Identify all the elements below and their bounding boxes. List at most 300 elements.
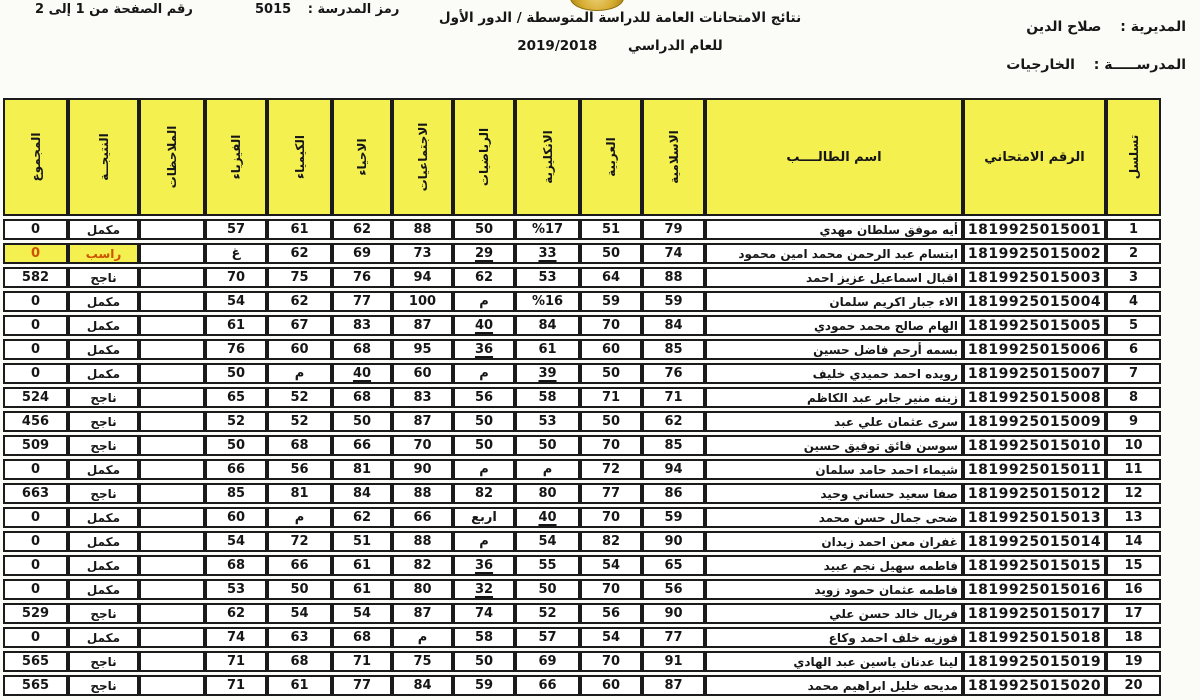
cell-exam_no: 1819925015016 xyxy=(963,579,1106,600)
cell-serial: 3 xyxy=(1106,267,1161,288)
cell-serial: 2 xyxy=(1106,243,1161,264)
cell-biology: 66 xyxy=(332,435,392,456)
cell-exam_no: 1819925015013 xyxy=(963,507,1106,528)
directorate-label: المديرية : xyxy=(1120,19,1186,35)
cell-math: 82 xyxy=(453,483,515,504)
directorate-line xyxy=(1006,20,1186,34)
cell-serial: 20 xyxy=(1106,675,1161,696)
cell-islamic: 91 xyxy=(642,651,705,672)
school-line xyxy=(1006,58,1186,72)
cell-english: 84 xyxy=(515,315,580,336)
cell-arabic: 60 xyxy=(580,675,642,696)
cell-english: 50 xyxy=(515,579,580,600)
table-row xyxy=(3,267,1161,288)
cell-islamic: 71 xyxy=(642,387,705,408)
cell-name: لينا عدنان ياسين عبد الهادي xyxy=(705,651,963,672)
cell-social: 70 xyxy=(392,435,453,456)
cell-chemistry: 68 xyxy=(267,651,332,672)
school-code-value: 5015 xyxy=(255,2,292,17)
cell-arabic: 77 xyxy=(580,483,642,504)
cell-biology: 68 xyxy=(332,387,392,408)
cell-total: 0 xyxy=(3,507,68,528)
column-header-label: النتيجــة xyxy=(96,133,111,181)
cell-serial: 7 xyxy=(1106,363,1161,384)
cell-exam_no: 1819925015017 xyxy=(963,603,1106,624)
cell-math: 50 xyxy=(453,411,515,432)
cell-result: مكمل xyxy=(68,507,139,528)
cell-islamic: 90 xyxy=(642,603,705,624)
cell-biology: 71 xyxy=(332,651,392,672)
table-row xyxy=(3,675,1161,696)
cell-result: مكمل xyxy=(68,459,139,480)
cell-biology: 62 xyxy=(332,219,392,240)
cell-chemistry: 72 xyxy=(267,531,332,552)
cell-social: 95 xyxy=(392,339,453,360)
cell-biology: 50 xyxy=(332,411,392,432)
column-header-label: الاحياء xyxy=(355,138,369,176)
table-row xyxy=(3,531,1161,552)
cell-physics: 52 xyxy=(205,411,267,432)
cell-serial: 4 xyxy=(1106,291,1161,312)
cell-biology: 68 xyxy=(332,339,392,360)
cell-english: 57 xyxy=(515,627,580,648)
cell-physics: 61 xyxy=(205,315,267,336)
cell-chemistry: 54 xyxy=(267,603,332,624)
cell-islamic: 65 xyxy=(642,555,705,576)
cell-english: 55 xyxy=(515,555,580,576)
cell-math: 50 xyxy=(453,651,515,672)
cell-biology: 77 xyxy=(332,675,392,696)
cell-serial: 6 xyxy=(1106,339,1161,360)
cell-name: أيه موفق سلطان مهدي xyxy=(705,219,963,240)
cell-serial: 1 xyxy=(1106,219,1161,240)
column-header-label: الفيزياء xyxy=(229,134,243,180)
column-header-islamic xyxy=(642,98,705,216)
cell-social: 90 xyxy=(392,459,453,480)
cell-serial: 18 xyxy=(1106,627,1161,648)
school-code-line xyxy=(255,2,399,17)
cell-english: 39 xyxy=(515,363,580,384)
cell-name: فاطمه سهيل نجم عبيد xyxy=(705,555,963,576)
table-row xyxy=(3,387,1161,408)
cell-result: مكمل xyxy=(68,291,139,312)
cell-result: ناجح xyxy=(68,435,139,456)
cell-total: 0 xyxy=(3,555,68,576)
cell-english: 50 xyxy=(515,435,580,456)
cell-math: 29 xyxy=(453,243,515,264)
cell-name: مديحه خليل ابراهيم محمد xyxy=(705,675,963,696)
cell-result: ناجح xyxy=(68,675,139,696)
cell-biology: 84 xyxy=(332,483,392,504)
cell-name: ابتسام عبد الرحمن محمد امين محمود xyxy=(705,243,963,264)
column-header-label: الكيمياء xyxy=(292,134,307,180)
academic-year-value: 2019/2018 xyxy=(517,38,598,54)
cell-exam_no: 1819925015007 xyxy=(963,363,1106,384)
cell-math: 59 xyxy=(453,675,515,696)
column-header-name: اسم الطالــــب xyxy=(705,98,963,216)
cell-name: رويده احمد حميدي خليف xyxy=(705,363,963,384)
cell-serial: 8 xyxy=(1106,387,1161,408)
cell-arabic: 59 xyxy=(580,291,642,312)
table-row xyxy=(3,219,1161,240)
cell-result: ناجح xyxy=(68,483,139,504)
cell-arabic: 72 xyxy=(580,459,642,480)
cell-english: 54 xyxy=(515,531,580,552)
cell-chemistry: 75 xyxy=(267,267,332,288)
column-header-label: الاسلامية xyxy=(666,130,681,184)
cell-exam_no: 1819925015011 xyxy=(963,459,1106,480)
cell-social: 84 xyxy=(392,675,453,696)
cell-total: 565 xyxy=(3,651,68,672)
table-row xyxy=(3,651,1161,672)
cell-name: شيماء احمد حامد سلمان xyxy=(705,459,963,480)
cell-serial: 14 xyxy=(1106,531,1161,552)
cell-physics: 66 xyxy=(205,459,267,480)
table-row xyxy=(3,579,1161,600)
cell-social: 73 xyxy=(392,243,453,264)
cell-serial: 19 xyxy=(1106,651,1161,672)
column-header-social xyxy=(392,98,453,216)
cell-result: ناجح xyxy=(68,651,139,672)
cell-english: %17 xyxy=(515,219,580,240)
cell-total: 456 xyxy=(3,411,68,432)
cell-biology: 51 xyxy=(332,531,392,552)
school-label: المدرســـــة : xyxy=(1093,57,1186,73)
cell-arabic: 50 xyxy=(580,363,642,384)
cell-math: م xyxy=(453,363,515,384)
table-row xyxy=(3,459,1161,480)
cell-name: غفران معن احمد زيدان xyxy=(705,531,963,552)
cell-english: 61 xyxy=(515,339,580,360)
cell-total: 529 xyxy=(3,603,68,624)
cell-exam_no: 1819925015014 xyxy=(963,531,1106,552)
cell-islamic: 62 xyxy=(642,411,705,432)
cell-notes xyxy=(139,315,205,336)
column-header-label: الانكليزية xyxy=(540,130,555,184)
cell-arabic: 70 xyxy=(580,435,642,456)
cell-math: 56 xyxy=(453,387,515,408)
table-row xyxy=(3,435,1161,456)
cell-chemistry: 81 xyxy=(267,483,332,504)
cell-total: 0 xyxy=(3,315,68,336)
cell-biology: 83 xyxy=(332,315,392,336)
directorate-value: صلاح الدين xyxy=(1026,19,1102,35)
cell-social: 100 xyxy=(392,291,453,312)
cell-english: 69 xyxy=(515,651,580,672)
cell-total: 663 xyxy=(3,483,68,504)
cell-notes xyxy=(139,483,205,504)
cell-chemistry: 61 xyxy=(267,219,332,240)
column-header-physics xyxy=(205,98,267,216)
cell-physics: 62 xyxy=(205,603,267,624)
cell-physics: 60 xyxy=(205,507,267,528)
cell-english: 52 xyxy=(515,603,580,624)
cell-result: ناجح xyxy=(68,267,139,288)
table-row xyxy=(3,603,1161,624)
table-row xyxy=(3,339,1161,360)
table-row xyxy=(3,507,1161,528)
cell-math: 50 xyxy=(453,435,515,456)
table-row xyxy=(3,315,1161,336)
cell-exam_no: 1819925015012 xyxy=(963,483,1106,504)
cell-arabic: 50 xyxy=(580,411,642,432)
cell-notes xyxy=(139,219,205,240)
cell-chemistry: 56 xyxy=(267,459,332,480)
cell-islamic: 79 xyxy=(642,219,705,240)
cell-english: 66 xyxy=(515,675,580,696)
cell-social: 87 xyxy=(392,411,453,432)
cell-physics: 76 xyxy=(205,339,267,360)
cell-social: 88 xyxy=(392,219,453,240)
cell-biology: 61 xyxy=(332,579,392,600)
cell-english: %16 xyxy=(515,291,580,312)
cell-total: 0 xyxy=(3,627,68,648)
cell-math: 50 xyxy=(453,219,515,240)
cell-arabic: 56 xyxy=(580,603,642,624)
table-row xyxy=(3,411,1161,432)
cell-result: ناجح xyxy=(68,603,139,624)
column-header-label: الاجتماعيات xyxy=(415,122,430,192)
cell-math: 58 xyxy=(453,627,515,648)
cell-result: مكمل xyxy=(68,219,139,240)
cell-math: م xyxy=(453,531,515,552)
cell-islamic: 86 xyxy=(642,483,705,504)
cell-notes xyxy=(139,459,205,480)
cell-english: م xyxy=(515,459,580,480)
cell-exam_no: 1819925015010 xyxy=(963,435,1106,456)
school-code-label: رمز المدرسة : xyxy=(307,2,400,17)
cell-exam_no: 1819925015003 xyxy=(963,267,1106,288)
cell-name: ضحى جمال حسن محمد xyxy=(705,507,963,528)
cell-islamic: 85 xyxy=(642,435,705,456)
cell-exam_no: 1819925015018 xyxy=(963,627,1106,648)
column-header-label: الرياضيات xyxy=(477,127,491,187)
cell-physics: 57 xyxy=(205,219,267,240)
cell-total: 0 xyxy=(3,243,68,264)
cell-chemistry: 52 xyxy=(267,387,332,408)
cell-math: م xyxy=(453,459,515,480)
cell-notes xyxy=(139,243,205,264)
column-header-total xyxy=(3,98,68,216)
cell-social: 94 xyxy=(392,267,453,288)
cell-physics: 71 xyxy=(205,675,267,696)
cell-total: 0 xyxy=(3,459,68,480)
cell-notes xyxy=(139,579,205,600)
cell-social: م xyxy=(392,627,453,648)
cell-math: اربع xyxy=(453,507,515,528)
cell-arabic: 64 xyxy=(580,267,642,288)
cell-physics: 50 xyxy=(205,435,267,456)
cell-physics: 53 xyxy=(205,579,267,600)
cell-islamic: 59 xyxy=(642,507,705,528)
cell-result: مكمل xyxy=(68,627,139,648)
cell-total: 0 xyxy=(3,363,68,384)
cell-physics: 74 xyxy=(205,627,267,648)
cell-result: مكمل xyxy=(68,339,139,360)
cell-chemistry: م xyxy=(267,363,332,384)
cell-arabic: 51 xyxy=(580,219,642,240)
cell-serial: 13 xyxy=(1106,507,1161,528)
academic-year-label: للعام الدراسي xyxy=(628,38,723,54)
cell-name: صفا سعيد حساني وحيد xyxy=(705,483,963,504)
cell-arabic: 50 xyxy=(580,243,642,264)
cell-english: 53 xyxy=(515,411,580,432)
cell-chemistry: 52 xyxy=(267,411,332,432)
cell-islamic: 94 xyxy=(642,459,705,480)
cell-islamic: 56 xyxy=(642,579,705,600)
column-header-result xyxy=(68,98,139,216)
cell-chemistry: 63 xyxy=(267,627,332,648)
cell-total: 0 xyxy=(3,219,68,240)
academic-year-line xyxy=(400,38,840,54)
cell-exam_no: 1819925015002 xyxy=(963,243,1106,264)
cell-name: الهام صالح محمد حمودي xyxy=(705,315,963,336)
cell-biology: 68 xyxy=(332,627,392,648)
cell-serial: 11 xyxy=(1106,459,1161,480)
cell-notes xyxy=(139,435,205,456)
cell-total: 582 xyxy=(3,267,68,288)
column-header-biology xyxy=(332,98,392,216)
cell-arabic: 70 xyxy=(580,315,642,336)
cell-result: مكمل xyxy=(68,579,139,600)
cell-biology: 54 xyxy=(332,603,392,624)
cell-serial: 9 xyxy=(1106,411,1161,432)
cell-serial: 15 xyxy=(1106,555,1161,576)
cell-math: 36 xyxy=(453,555,515,576)
column-header-exam_no: الرقم الامتحاني xyxy=(963,98,1106,216)
cell-name: اقبال اسماعيل عزيز احمد xyxy=(705,267,963,288)
cell-arabic: 54 xyxy=(580,555,642,576)
table-row xyxy=(3,555,1161,576)
cell-chemistry: 60 xyxy=(267,339,332,360)
cell-islamic: 84 xyxy=(642,315,705,336)
cell-english: 58 xyxy=(515,387,580,408)
cell-arabic: 60 xyxy=(580,339,642,360)
cell-notes xyxy=(139,507,205,528)
cell-notes xyxy=(139,387,205,408)
cell-biology: 40 xyxy=(332,363,392,384)
cell-physics: غ xyxy=(205,243,267,264)
cell-name: الاء جبار اكريم سلمان xyxy=(705,291,963,312)
table-row xyxy=(3,243,1161,264)
cell-exam_no: 1819925015015 xyxy=(963,555,1106,576)
cell-english: 80 xyxy=(515,483,580,504)
results-table xyxy=(3,95,1161,699)
cell-english: 53 xyxy=(515,267,580,288)
column-header-serial xyxy=(1106,98,1161,216)
cell-result: ناجح xyxy=(68,411,139,432)
cell-notes xyxy=(139,675,205,696)
cell-social: 60 xyxy=(392,363,453,384)
cell-name: زينه منير جابر عبد الكاظم xyxy=(705,387,963,408)
column-header-chemistry xyxy=(267,98,332,216)
cell-result: مكمل xyxy=(68,363,139,384)
cell-arabic: 82 xyxy=(580,531,642,552)
cell-islamic: 76 xyxy=(642,363,705,384)
cell-exam_no: 1819925015008 xyxy=(963,387,1106,408)
cell-math: 36 xyxy=(453,339,515,360)
cell-arabic: 70 xyxy=(580,579,642,600)
cell-physics: 54 xyxy=(205,531,267,552)
cell-physics: 65 xyxy=(205,387,267,408)
column-header-arabic xyxy=(580,98,642,216)
cell-notes xyxy=(139,531,205,552)
column-header-label: المجموع xyxy=(28,132,43,182)
table-row xyxy=(3,483,1161,504)
cell-total: 0 xyxy=(3,579,68,600)
cell-exam_no: 1819925015019 xyxy=(963,651,1106,672)
cell-physics: 70 xyxy=(205,267,267,288)
cell-islamic: 85 xyxy=(642,339,705,360)
cell-total: 524 xyxy=(3,387,68,408)
cell-name: بسمه أرحم فاضل حسين xyxy=(705,339,963,360)
cell-social: 88 xyxy=(392,483,453,504)
page-number-info: رقم الصفحة من 1 إلى 2 xyxy=(35,2,193,17)
cell-exam_no: 1819925015004 xyxy=(963,291,1106,312)
cell-english: 33 xyxy=(515,243,580,264)
cell-biology: 61 xyxy=(332,555,392,576)
column-header-label: الملاحظات xyxy=(165,125,179,189)
cell-islamic: 59 xyxy=(642,291,705,312)
cell-result: ناجح xyxy=(68,387,139,408)
cell-chemistry: 62 xyxy=(267,291,332,312)
cell-physics: 54 xyxy=(205,291,267,312)
cell-total: 0 xyxy=(3,531,68,552)
cell-chemistry: م xyxy=(267,507,332,528)
cell-social: 82 xyxy=(392,555,453,576)
cell-exam_no: 1819925015006 xyxy=(963,339,1106,360)
cell-notes xyxy=(139,291,205,312)
column-header-english xyxy=(515,98,580,216)
cell-name: فريال خالد حسن علي xyxy=(705,603,963,624)
table-row xyxy=(3,627,1161,648)
cell-chemistry: 50 xyxy=(267,579,332,600)
column-header-label: تسلسل xyxy=(1126,134,1141,180)
cell-chemistry: 66 xyxy=(267,555,332,576)
cell-result: مكمل xyxy=(68,555,139,576)
cell-name: سوسن فائق توفيق حسين xyxy=(705,435,963,456)
cell-serial: 16 xyxy=(1106,579,1161,600)
table-row xyxy=(3,291,1161,312)
cell-result: راسب xyxy=(68,243,139,264)
cell-islamic: 90 xyxy=(642,531,705,552)
cell-social: 87 xyxy=(392,603,453,624)
cell-exam_no: 1819925015001 xyxy=(963,219,1106,240)
cell-chemistry: 62 xyxy=(267,243,332,264)
header-center xyxy=(400,10,840,54)
cell-physics: 71 xyxy=(205,651,267,672)
cell-math: م xyxy=(453,291,515,312)
header-right xyxy=(1006,20,1186,96)
cell-math: 32 xyxy=(453,579,515,600)
cell-serial: 17 xyxy=(1106,603,1161,624)
cell-result: مكمل xyxy=(68,531,139,552)
cell-total: 0 xyxy=(3,339,68,360)
cell-arabic: 70 xyxy=(580,507,642,528)
cell-biology: 62 xyxy=(332,507,392,528)
cell-exam_no: 1819925015005 xyxy=(963,315,1106,336)
cell-math: 40 xyxy=(453,315,515,336)
column-header-notes xyxy=(139,98,205,216)
cell-notes xyxy=(139,627,205,648)
cell-arabic: 54 xyxy=(580,627,642,648)
cell-serial: 12 xyxy=(1106,483,1161,504)
cell-islamic: 74 xyxy=(642,243,705,264)
cell-islamic: 87 xyxy=(642,675,705,696)
cell-social: 66 xyxy=(392,507,453,528)
cell-serial: 5 xyxy=(1106,315,1161,336)
cell-social: 88 xyxy=(392,531,453,552)
